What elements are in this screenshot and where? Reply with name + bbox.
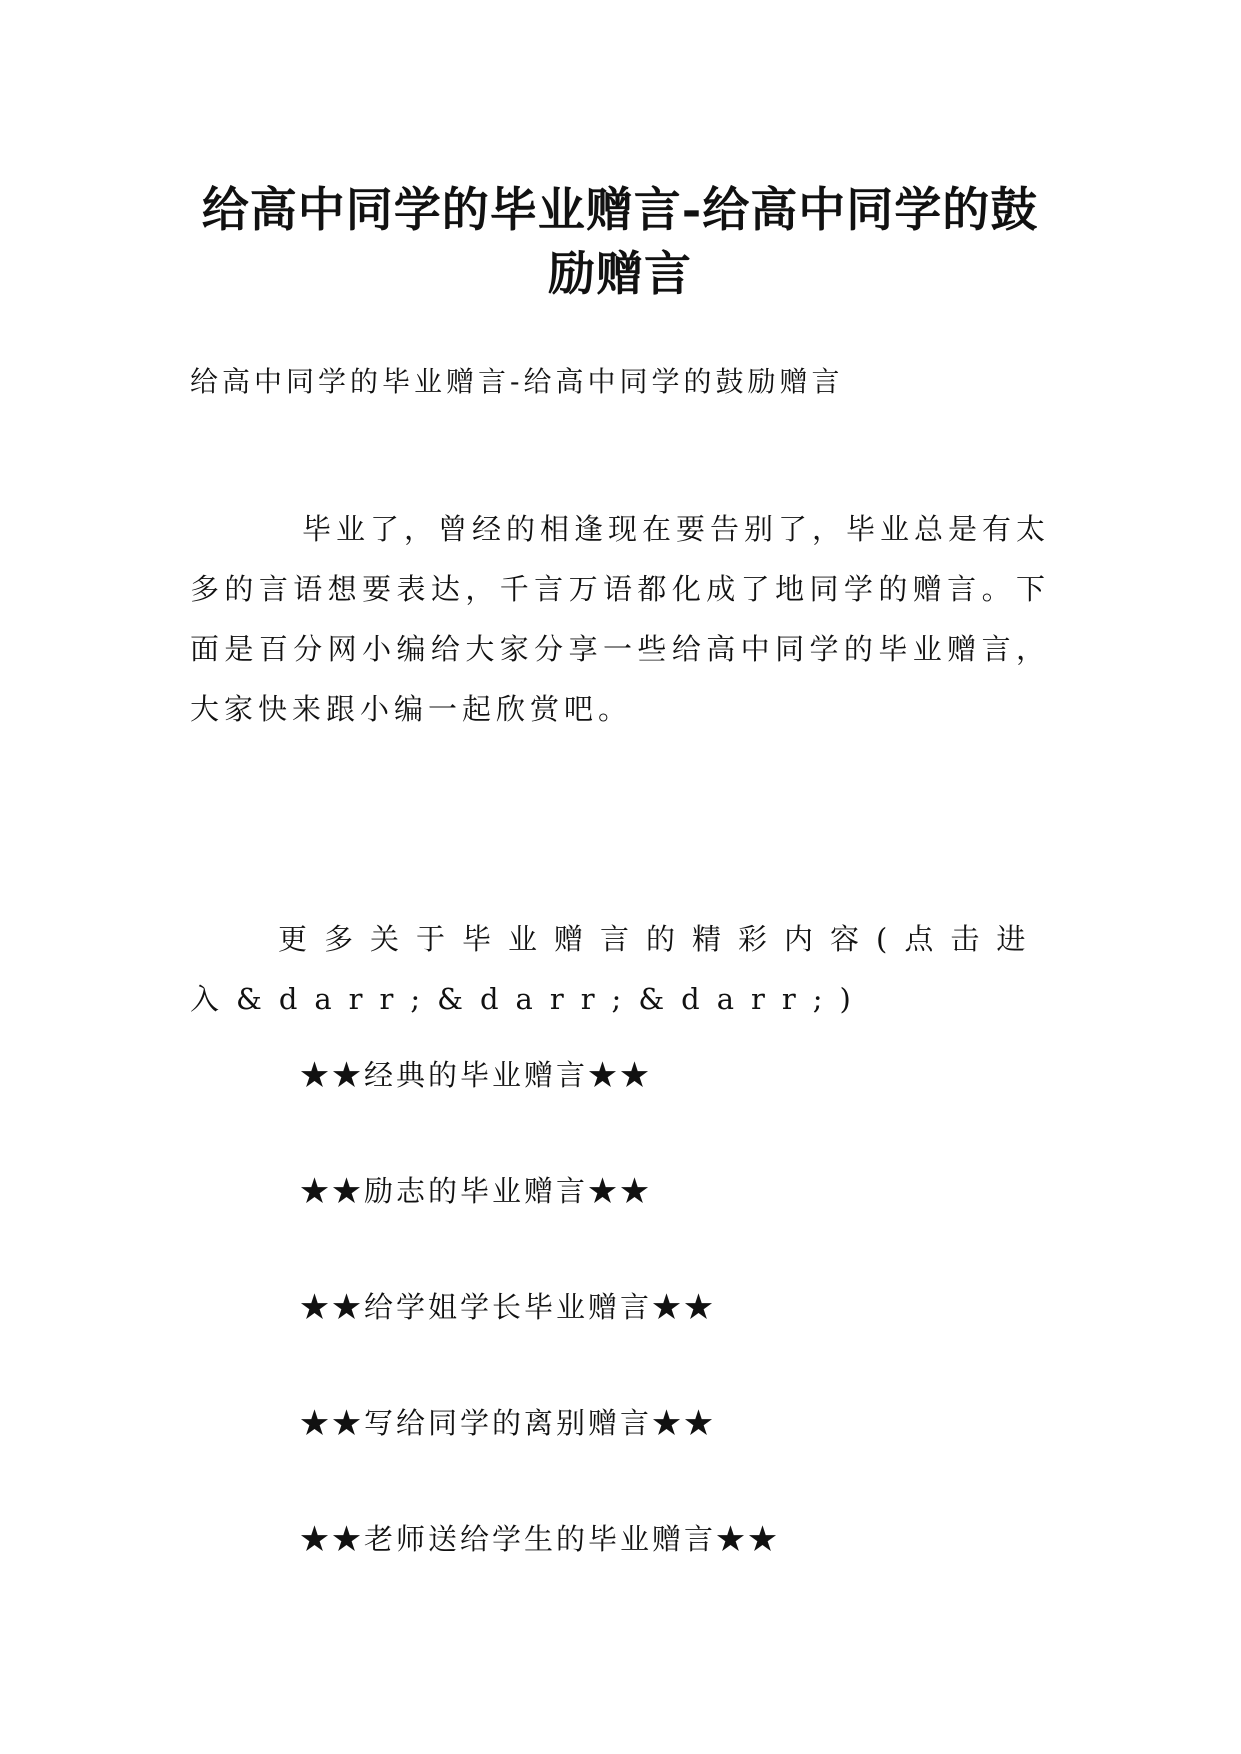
link-teacher-messages-for-students[interactable]: ★★老师送给学生的毕业赠言★★ xyxy=(300,1522,781,1556)
graduation-message-link-list xyxy=(300,1055,1000,1635)
intro-paragraph: 毕业了，曾经的相逢现在要告别了，毕业总是有太多的言语想要表达，千言万语都化成了地同学的赠言。下面是百分网小编给大家分享一些给高中同学的毕业赠言，大家快来跟小编一起欣赏吧。 xyxy=(190,512,1051,726)
document-subtitle: 给高中同学的毕业赠言-给高中同学的鼓励赠言 xyxy=(190,365,844,398)
document-title: 给高中同学的毕业赠言-给高中同学的鼓励赠言 xyxy=(201,183,1039,303)
link-farewell-messages-for-classmates[interactable]: ★★写给同学的离别赠言★★ xyxy=(300,1406,717,1440)
link-inspirational-graduation-messages[interactable]: ★★励志的毕业赠言★★ xyxy=(300,1174,653,1208)
more-content-prompt: 更多关于毕业赠言的精彩内容(点击进入&darr;&darr;&darr;) xyxy=(190,922,1043,1016)
link-classic-graduation-messages[interactable]: ★★经典的毕业赠言★★ xyxy=(300,1058,653,1092)
link-messages-for-seniors[interactable]: ★★给学姐学长毕业赠言★★ xyxy=(300,1290,717,1324)
